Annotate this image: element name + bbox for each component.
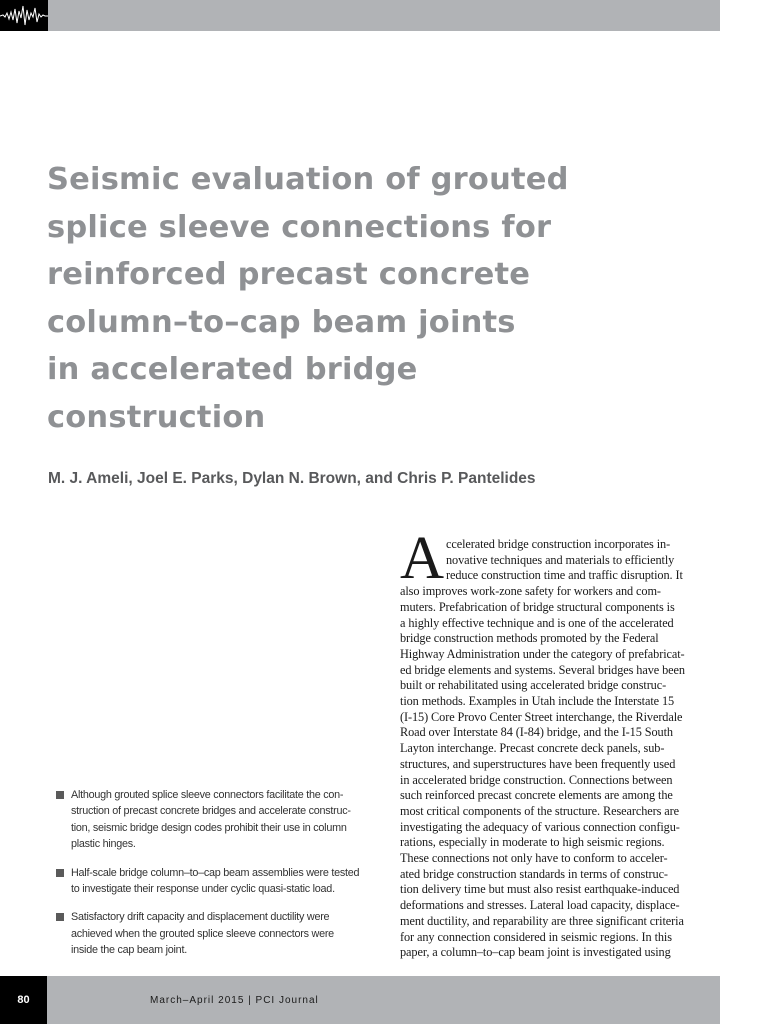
summary-line: Although grouted splice sleeve connectors facilitate the con- — [71, 789, 344, 801]
title-line: column–to–cap beam joints — [47, 304, 516, 340]
body-line: structures, and superstructures have been frequently used — [400, 756, 676, 771]
body-line: ccelerated bridge construction incorporates in- — [446, 537, 671, 551]
summary-line: struction of precast concrete bridges and accelerate construc- — [71, 805, 351, 818]
article-title — [47, 156, 727, 442]
title-line: splice sleeve connections for — [47, 209, 552, 245]
body-line: ment ductility, and reparability are three significant criteria — [400, 913, 684, 928]
body-line: in accelerated bridge construction. Connections between — [400, 772, 673, 787]
author-list: M. J. Ameli, Joel E. Parks, Dylan N. Brown, and Chris P. Pantelides — [48, 470, 536, 487]
summary-line: Half-scale bridge column–to–cap beam assemblies were tested — [71, 866, 360, 879]
body-line: investigating the adequacy of various connection configu- — [400, 819, 680, 834]
summary-line: tion, seismic bridge design codes prohibit their use in column — [71, 821, 347, 834]
summary-line: inside the cap beam joint. — [71, 944, 187, 957]
title-line: Seismic evaluation of grouted — [47, 162, 569, 197]
summary-line: to investigate their response under cyclic quasi-static load. — [71, 883, 335, 896]
footer-bar — [47, 976, 720, 1024]
summary-bullets — [56, 787, 376, 971]
drop-cap: A — [400, 525, 445, 592]
journal-issue: March–April 2015 | PCI Journal — [150, 995, 319, 1006]
square-bullet-icon — [56, 913, 64, 921]
body-line: novative techniques and materials to efficiently — [446, 552, 675, 567]
body-line: tion delivery time but must also resist earthquake-induced — [400, 882, 680, 897]
seismograph-waveform-icon — [0, 0, 48, 31]
title-line: reinforced precast concrete — [47, 257, 531, 293]
body-line: bridge construction methods promoted by the Federal — [400, 631, 659, 646]
summary-item — [56, 865, 376, 898]
body-column — [400, 537, 720, 961]
title-line: construction — [47, 399, 266, 435]
body-line: paper, a column–to–cap beam joint is investigated using — [400, 945, 671, 960]
body-line: rations, especially in moderate to high seismic regions. — [400, 835, 665, 850]
header-bar — [0, 0, 720, 31]
body-line: These connections not only have to conform to acceler- — [400, 851, 668, 866]
body-line: muters. Prefabrication of bridge structural components is — [400, 599, 675, 614]
square-bullet-icon — [56, 791, 64, 799]
body-line: reduce construction time and traffic disruption. It — [446, 568, 683, 583]
square-bullet-icon — [56, 869, 64, 877]
body-line: for any connection considered in seismic regions. In this — [400, 929, 672, 944]
body-line: ed bridge elements and systems. Several bridges have been — [400, 662, 685, 677]
body-line: Highway Administration under the category of prefabricat- — [400, 646, 685, 661]
body-line: also improves work-zone safety for workers and com- — [400, 584, 661, 599]
summary-line: plastic hinges. — [71, 838, 136, 851]
summary-item — [56, 787, 376, 853]
body-line: ated bridge construction standards in terms of construc- — [400, 866, 668, 881]
body-line: built or rehabilitated using accelerated bridge construc- — [400, 678, 667, 693]
summary-item — [56, 909, 376, 958]
body-line: tion methods. Examples in Utah include the Interstate 15 — [400, 694, 675, 709]
body-line: such reinforced precast concrete elements are among the — [400, 788, 673, 803]
body-line: most critical components of the structure. Researchers are — [400, 803, 679, 818]
summary-line: achieved when the grouted splice sleeve connectors were — [71, 927, 334, 940]
body-line: (I-15) Core Provo Center Street interchange, the Riverdale — [400, 709, 683, 724]
page-number: 80 — [0, 976, 47, 1024]
title-line: in accelerated bridge — [47, 352, 418, 388]
body-line: Road over Interstate 84 (I-84) bridge, and the I-15 South — [400, 725, 673, 740]
body-line: a highly effective technique and is one of the accelerated — [400, 615, 674, 630]
body-line: deformations and stresses. Lateral load capacity, displace- — [400, 898, 680, 913]
summary-line: Satisfactory drift capacity and displacement ductility were — [71, 911, 330, 924]
body-line: Layton interchange. Precast concrete deck panels, sub- — [400, 741, 665, 756]
